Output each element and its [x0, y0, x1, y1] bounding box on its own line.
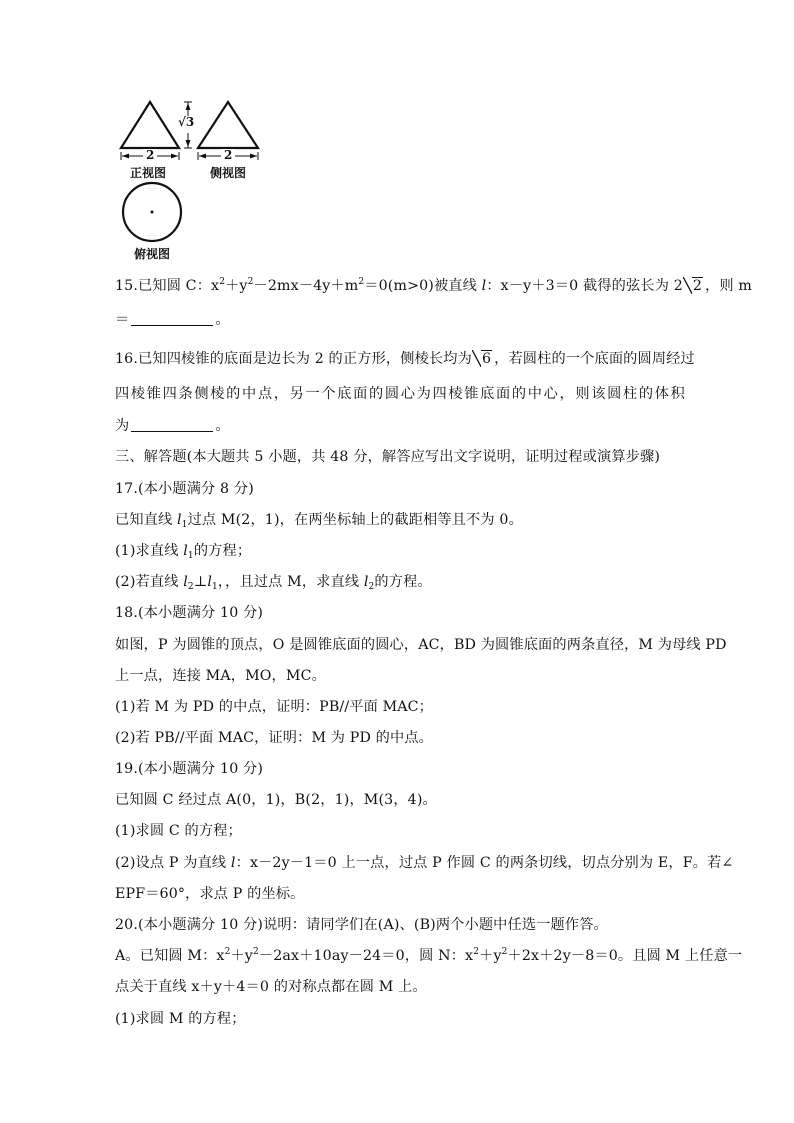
q20-a-line-1: A。已知圆 M：$x^2+y^2-2ax+10ay-24=0$，圆 N：$x^2+y^2+2x+2y-8=0$。且圆 M 上任意一 — [115, 947, 743, 964]
answer-blank — [131, 311, 213, 326]
q15-line-1: 15.已知圆 C：$x^2+y^2-2mx-4y+m^2=0(m>0)$被直线 l：x－y＋3＝0 截得的弦长为 2 2 ，则 m — [115, 277, 753, 294]
q19-part-2-line-1: (2)设点 P 为直线 l：x－2y－1＝0 上一点，过点 P 作圆 C 的两条切线，切点分别为 E，F。若∠ — [115, 855, 734, 871]
top-view-caption: 俯视图 — [134, 247, 171, 261]
q17-part-1: (1)求直线 $l_1$的方程； — [115, 543, 252, 561]
q16-line-1: 16.已知四棱锥的底面是边长为 2 的正方形，侧棱长均为 6 ，若圆柱的一个底面的圆周经过 — [115, 351, 695, 367]
q20-a-line-2: 点关于直线 x＋y＋4＝0 的对称点都在圆 M 上。 — [115, 979, 427, 995]
q17-part-2: (2)若直线 $l_2\perp l_1$，，且过点 M，求直线 $l_2$的方程。 — [115, 574, 432, 592]
top-view-center-dot — [151, 211, 154, 214]
q16-line-2: 四棱锥四条侧棱的中点，另一个底面的圆心为四棱锥底面的中心，则该圆柱的体积 — [115, 386, 685, 402]
front-view-caption: 正视图 — [130, 166, 167, 180]
q20-heading: 20.(本小题满分 10 分)说明：请同学们在(A)、(B)两个小题中任选一题作答。 — [115, 917, 608, 933]
answer-blank — [131, 417, 213, 432]
q18-part-2: (2)若 PB//平面 MAC，证明：M 为 PD 的中点。 — [115, 730, 434, 746]
q15-line-2: ＝ 。 — [115, 312, 230, 328]
height-dimension-label: √3 — [178, 115, 195, 129]
q18-line-2: 上一点，连接 MA，MO，MC。 — [115, 668, 326, 684]
q20-part-1: (1)求圆 M 的方程； — [115, 1011, 246, 1027]
q17-heading: 17.(本小题满分 8 分) — [115, 481, 254, 497]
q17-line-1: 已知直线 $l_1$过点 M(2，1)，在两坐标轴上的截距相等且不为 0。 — [115, 512, 523, 530]
sqrt-symbol: 2 — [683, 276, 703, 296]
sqrt-symbol: 6 — [472, 349, 492, 369]
q19-part-1: (1)求圆 C 的方程； — [115, 823, 242, 839]
q16-line-3: 为 。 — [115, 418, 230, 434]
three-view-figure — [112, 94, 272, 262]
q19-part-2-line-2: EPF＝60°，求点 P 的坐标。 — [115, 886, 305, 902]
side-view-triangle — [198, 102, 258, 148]
q19-line-1: 已知圆 C 经过点 A(0，1)，B(2，1)，M(3，4)。 — [115, 792, 437, 808]
front-view-triangle — [121, 102, 179, 148]
q18-line-1: 如图，P 为圆锥的顶点，O 是圆锥底面的圆心，AC，BD 为圆锥底面的两条直径，M 为母线 PD — [115, 637, 727, 653]
side-width-label: 2 — [224, 148, 233, 162]
q19-heading: 19.(本小题满分 10 分) — [115, 761, 264, 777]
front-width-label: 2 — [146, 148, 155, 162]
q18-heading: 18.(本小题满分 10 分) — [115, 605, 264, 621]
side-view-caption: 侧视图 — [210, 166, 247, 180]
q18-part-1: (1)若 M 为 PD 的中点，证明：PB//平面 MAC； — [115, 699, 434, 715]
section-3-heading: 三、解答题(本大题共 5 小题，共 48 分，解答应写出文字说明，证明过程或演算步骤) — [115, 449, 661, 465]
